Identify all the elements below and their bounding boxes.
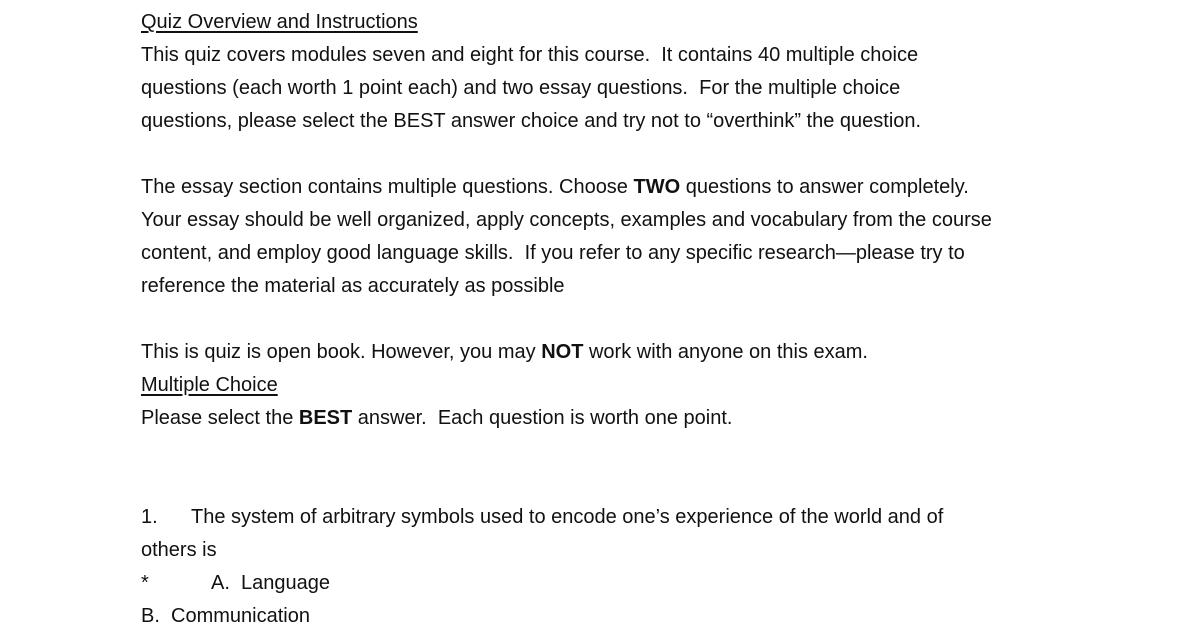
overview-para1-line1: This quiz covers modules seven and eight for this course. It contains 40 multiple choice bbox=[141, 44, 919, 66]
question-1-line2: others is bbox=[141, 539, 217, 561]
correct-answer-marker: * bbox=[141, 572, 149, 594]
overview-heading: Quiz Overview and Instructions bbox=[141, 11, 418, 33]
instr-text-pre: Please select the bbox=[141, 407, 299, 429]
overview-para2-line3: content, and employ good language skills. If you refer to any specific research—please try to bbox=[141, 242, 965, 264]
question-1-option-a bbox=[141, 567, 1081, 600]
overview-para2-line2: Your essay should be well organized, apply concepts, examples and vocabulary from the course bbox=[141, 209, 992, 231]
document-body bbox=[141, 6, 1081, 630]
overview-para1-line3: questions, please select the BEST answer choice and try not to “overthink” the question. bbox=[141, 110, 922, 132]
paragraph-spacer bbox=[141, 303, 1081, 336]
paragraph-spacer bbox=[141, 468, 1081, 501]
instr-bold-best: BEST bbox=[298, 407, 353, 429]
overview-para2-line4: reference the material as accurately as possible bbox=[141, 275, 565, 297]
para2-text-post: questions to answer completely. bbox=[680, 176, 969, 198]
question-1-text: The system of arbitrary symbols used to encode one’s experience of the world and of bbox=[191, 506, 944, 528]
option-a-label: A. Language bbox=[211, 572, 330, 594]
question-1-option-b: B. Communication bbox=[141, 605, 310, 627]
para2-bold-two: TWO bbox=[633, 176, 681, 198]
para3-text-pre: This is quiz is open book. However, you may bbox=[141, 341, 542, 363]
para3-text-post: work with anyone on this exam. bbox=[583, 341, 868, 363]
question-1-number: 1. bbox=[141, 506, 158, 528]
multiple-choice-instructions bbox=[141, 402, 1081, 435]
question-1-line1 bbox=[141, 501, 1081, 534]
overview-para3 bbox=[141, 336, 1081, 369]
multiple-choice-heading: Multiple Choice bbox=[141, 374, 278, 396]
overview-para2-line1 bbox=[141, 171, 1081, 204]
paragraph-spacer bbox=[141, 435, 1081, 468]
overview-para1-line2: questions (each worth 1 point each) and two essay questions. For the multiple choice bbox=[141, 77, 901, 99]
paragraph-spacer bbox=[141, 138, 1081, 171]
instr-text-post: answer. Each question is worth one point. bbox=[352, 407, 733, 429]
para3-bold-not: NOT bbox=[541, 341, 584, 363]
para2-text-pre: The essay section contains multiple questions. Choose bbox=[141, 176, 634, 198]
